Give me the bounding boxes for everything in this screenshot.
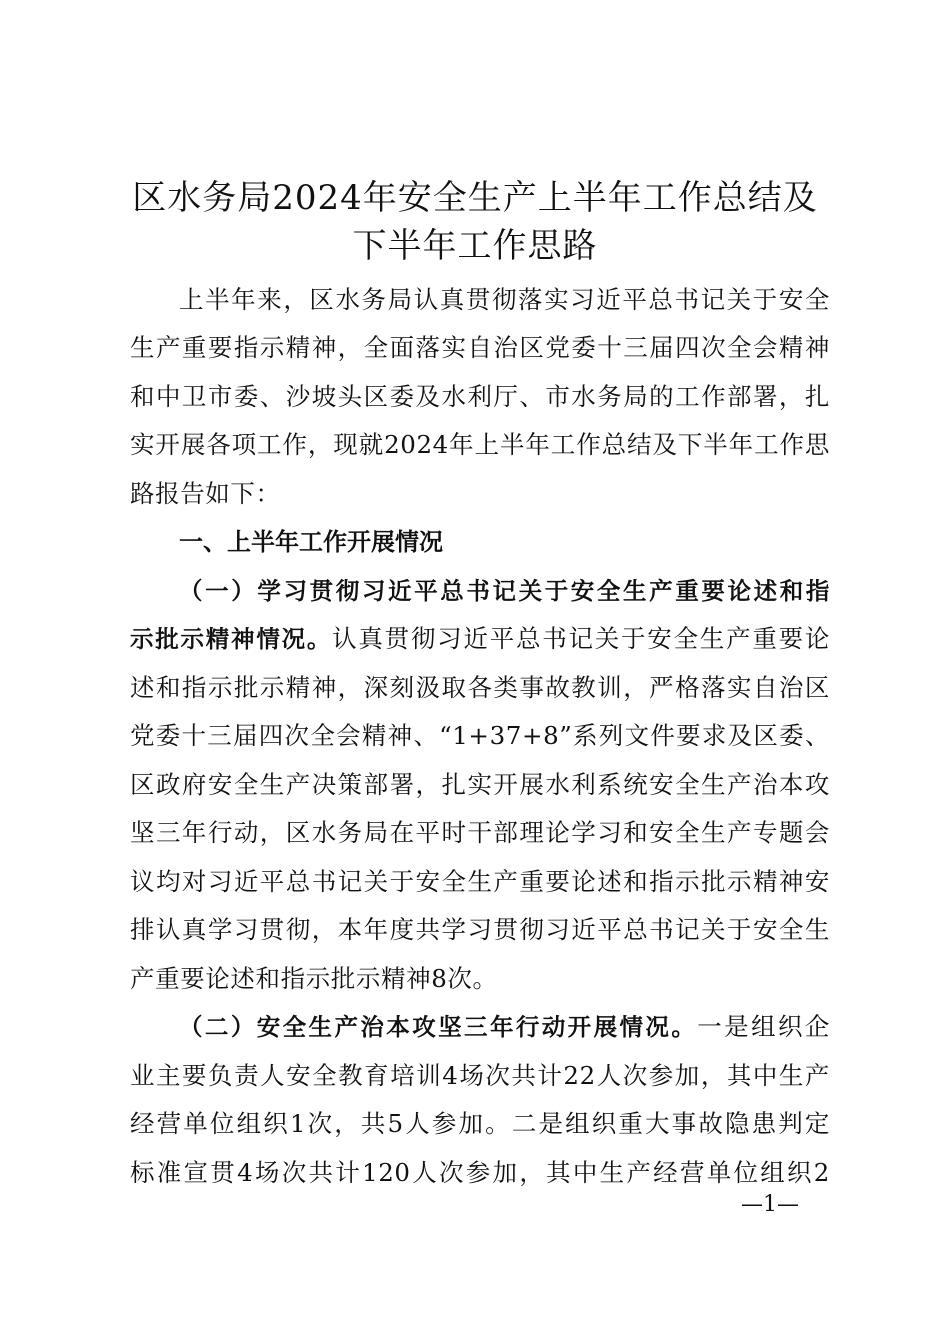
paragraph-line: 党委十三届四次全会精神、“1+37+8”系列文件要求及区委、 xyxy=(130,721,830,750)
page-number: —1— xyxy=(741,1192,799,1217)
document-title-line-1: 区水务局2024年安全生产上半年工作总结及 xyxy=(132,178,818,218)
paragraph-line xyxy=(130,1003,830,1051)
paragraph-line: 议均对习近平总书记关于安全生产重要论述和指示批示精神安 xyxy=(130,867,830,896)
intro-line: 生产重要指示精神，全面落实自治区党委十三届四次全会精神 xyxy=(130,333,830,362)
paragraph-line: 业主要负责人安全教育培训4场次共计22人次参加，其中生产 xyxy=(130,1061,830,1090)
subsection-heading: （一）学习贯彻习近平总书记关于安全生产重要论述和指 xyxy=(179,577,830,605)
paragraph-line: 产重要论述和指示批示精神8次。 xyxy=(130,964,498,993)
section-heading: 一、上半年工作开展情况 xyxy=(179,528,443,556)
paragraph-text: 一是组织企 xyxy=(697,1012,830,1041)
document-title-line-2: 下半年工作思路 xyxy=(352,226,598,266)
paragraph-line: 坚三年行动，区水务局在平时干部理论学习和安全生产专题会 xyxy=(130,818,830,847)
paragraph-line: 排认真学习贯彻，本年度共学习贯彻习近平总书记关于安全生 xyxy=(130,915,830,944)
intro-line: 和中卫市委、沙坡头区委及水利厅、市水务局的工作部署，扎 xyxy=(130,382,830,411)
paragraph-line: 述和指示批示精神，深刻汲取各类事故教训，严格落实自治区 xyxy=(130,673,830,702)
intro-line: 路报告如下： xyxy=(130,479,281,508)
paragraph-line xyxy=(130,615,830,663)
paragraph-line: 经营单位组织1次，共5人参加。二是组织重大事故隐患判定 xyxy=(130,1109,830,1138)
subsection-heading: （二）安全生产治本攻坚三年行动开展情况。 xyxy=(179,1013,698,1041)
paragraph-line: 区政府安全生产决策部署，扎实开展水利系统安全生产治本攻 xyxy=(130,770,830,799)
paragraph-text: 认真贯彻习近平总书记关于安全生产重要论 xyxy=(332,624,830,653)
subsection-heading-continued: 示批示精神情况。 xyxy=(130,625,333,653)
intro-line: 上半年来，区水务局认真贯彻落实习近平总书记关于安全 xyxy=(179,285,830,314)
paragraph-line: 标准宣贯4场次共计120人次参加，其中生产经营单位组织2 xyxy=(130,1158,830,1187)
intro-line: 实开展各项工作，现就2024年上半年工作总结及下半年工作思 xyxy=(130,430,830,459)
